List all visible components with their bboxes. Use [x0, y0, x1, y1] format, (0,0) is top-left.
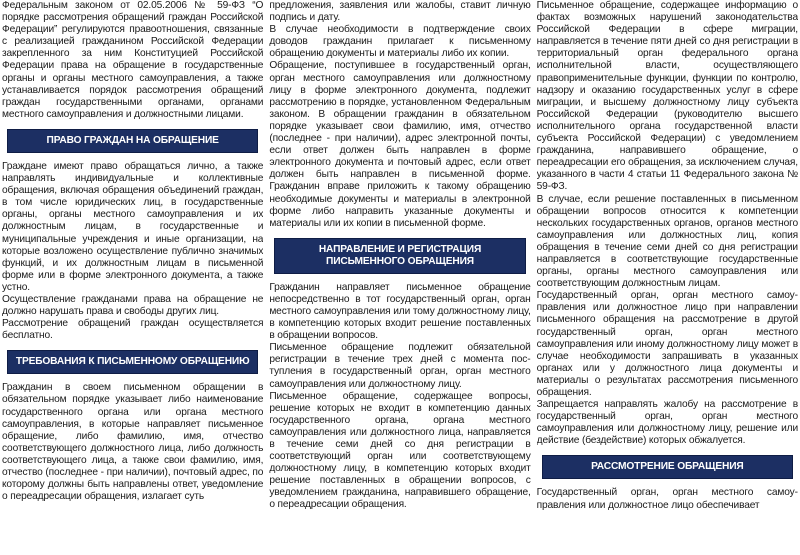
paragraph: Граждане имеют право обращаться лично, а также направлять индивидуальные и коллективные обращения, включая обращения объединений граждан, в том числе юридических лиц, в государственные органы, органы местного самоуправления и их должностным лицам, в государственные и муниципальные учреждения и иные организации, на которые возложено осуществление публично значимых функций, и их должностным лицам в письменной форме или в форме электронного документа, а также устно. — [2, 160, 264, 293]
intro-paragraph: Федеральным законом от 02.05.2006 № 59-ФЗ “О порядке рассмотрения обращений граждан Российской Федерации” регулируются правоотношения, связанные с реализацией гражданином Российской Федерации закрепленного за ним Конституцией Российской Федерации права на обращение в государственные органы и органы местного самоуправления, а также устанавливается порядок рассмотрения обращений граждан государственными органами, органами местного самоуправления и должностными лицами. — [2, 0, 264, 120]
column-3 — [537, 0, 798, 555]
paragraph: Государственный орган, орган местного самоуправления или должностное лицо обеспечивает — [536, 487, 798, 511]
paragraph: В случае необходимости в подтверждение своих доводов гражданин прилагает к письменному обращению документы и материалы либо их копии. — [269, 24, 531, 60]
paragraph: Письменное обращение, содержащее информацию о фактах возможных нарушений законодательства Российской Федерации в сфере миграции, направляется в течение пяти дней со дня регистрации в территориальный орган федерального органа исполнительной власти, осуществляющего правоприменительные функции, функции по контролю, надзору и оказанию государственных услуг в сфере миграции, и высшему должностному лицу субъекта Российской Федерации (руководителю высшего исполнительного органа государственной власти субъекта Российской Федерации) с уведомлением гражданина, направившего обращение, о переадресации его обращения, за исключением случая, указанного в части 4 статьи 11 Федерального закона № 59-ФЗ. — [536, 0, 798, 193]
heading-written-appeal-requirements: ТРЕБОВАНИЯ К ПИСЬМЕННОМУ ОБРАЩЕНИЮ — [8, 351, 257, 373]
paragraph: Рассмотрение обращений граждан осуществляется бесплатно. — [2, 318, 264, 342]
paragraph: Письменное обращение, содержащее вопросы, решение которых не входит в компетенцию данных государственного органа, органа местного самоуправления или должностного лица, направляется в течение семи дней со дня регистрации в соответствующий орган или соответствующему должностному лицу, в компетенцию которых входит решение поставленных в обращении вопросов, с уведомлением гражданина, направившего обращение, о переадресации обращения. — [269, 390, 531, 511]
heading-sending-registration: НАПРАВЛЕНИЕ И РЕГИСТРАЦИЯ ПИСЬМЕННОГО ОБРАЩЕНИЯ — [275, 239, 524, 273]
paragraph: Государственный орган, орган местного самоуправления или должностное лицо при направлении письменного обращения на рассмотрение в другой государственный орган, орган местного самоуправления или иному должностному лицу может в случае необходимости запрашивать в указанных органах или у должностного лица документы и материалы о результатах рассмотрения письменного обращения. — [536, 290, 798, 398]
heading-consideration: РАССМОТРЕНИЕ ОБРАЩЕНИЯ — [543, 456, 792, 478]
paragraph: предложения, заявления или жалобы, ставит личную подпись и дату. — [269, 0, 531, 24]
paragraph: В случае, если решение поставленных в письменном обращении вопросов относится к компетенции нескольких государственных органов, органов местного самоуправления или должностных лиц, копия обращения в течение семи дней со дня регистрации направляется в соответствующие государственные органы, органы местного самоуправления или соответствующим должностным лицам. — [536, 193, 798, 290]
paragraph: Обращение, поступившее в государственный орган, орган местного самоуправления или должностному лицу в форме электронного документа, подлежит рассмотрению в порядке, установленном Федеральным законом. В обращении гражданин в обязательном порядке указывает свои фамилию, имя, отчество (последнее - при наличии), адрес электронной почты, если ответ должен быть направлен в форме электронного документа и почтовый адрес, если ответ должен быть направлен в письменной форме. Гражданин вправе приложить к такому обращению необходимые документы и материалы в электронной форме либо направить указанные документы и материалы или их копии в письменной форме. — [269, 60, 531, 229]
paragraph: Письменное обращение подлежит обязательной регистрации в течение трех дней с момента поступления в государственный орган, орган местного самоуправления или должностному лицу. — [269, 342, 531, 390]
heading-right-to-appeal: ПРАВО ГРАЖДАН НА ОБРАЩЕНИЕ — [8, 130, 257, 152]
paragraph: Запрещается направлять жалобу на рассмотрение в государственный орган, орган местного самоуправления или должностному лицу, решение или действие (бездействие) которых обжалуется. — [536, 399, 798, 447]
paragraph: Гражданин в своем письменном обращении в обязательном порядке указывает либо наименование государственного органа или органа местного самоуправления, в которые направляет письменное обращение, либо фамилию, имя, отчество соответствующего должностного лица, либо должность соответствующего лица, а также свои фамилию, имя, отчество (последнее - при наличии), почтовый адрес, по которому должны быть направлены ответ, уведомление о переадресации обращения, излагает суть — [2, 382, 264, 503]
column-1 — [2, 0, 263, 555]
paragraph: Осуществление гражданами права на обращение не должно нарушать права и свободы других лиц. — [2, 293, 264, 318]
paragraph: Гражданин направляет письменное обращение непосредственно в тот государственный орган, орган местного самоуправления или тому должностному лицу, в компетенцию которых входит решение поставленных в обращении вопросов. — [269, 281, 531, 342]
column-2 — [269, 0, 530, 555]
